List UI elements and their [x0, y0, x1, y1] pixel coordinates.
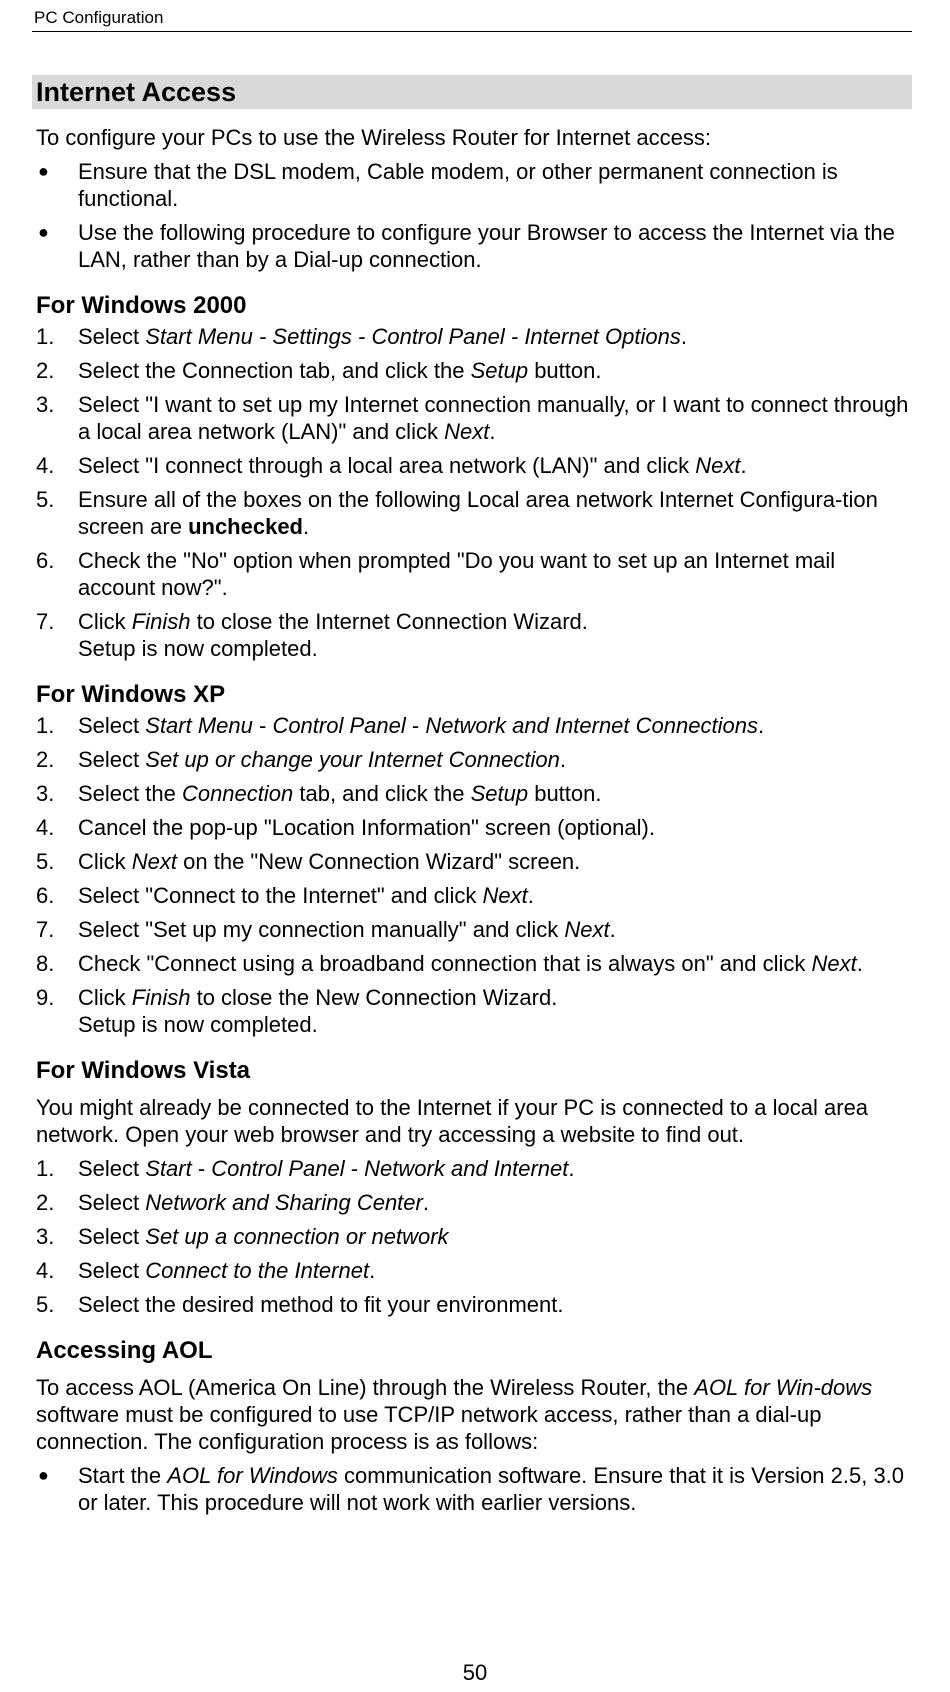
step-text: Select the Connection tab, and click the Setup button.: [78, 358, 602, 383]
emphasis-text: AOL for Win-dows: [694, 1375, 873, 1400]
bullet-item: [36, 219, 912, 273]
emphasis-text: Control Panel: [211, 1156, 345, 1181]
running-header: PC Configuration: [34, 8, 164, 27]
step-item: [36, 712, 912, 739]
emphasis-text: Finish: [131, 609, 191, 634]
step-text: Select "Set up my connection manually" and click Next.: [78, 917, 616, 942]
emphasis-text: Next: [444, 419, 490, 444]
step-number: 9.: [36, 985, 55, 1010]
bullet-icon: ●: [38, 1465, 49, 1485]
section-intro: To configure your PCs to use the Wireless Router for Internet access:: [36, 125, 711, 150]
step-number: 5.: [36, 849, 55, 874]
bullet-icon: ●: [38, 161, 49, 181]
emphasis-text: Set up or change your Internet Connection: [145, 747, 560, 772]
step-item: [36, 1257, 912, 1284]
emphasis-text: Next: [564, 917, 610, 942]
step-number: 4.: [36, 815, 55, 840]
step-text: Select Set up or change your Internet Connection.: [78, 747, 566, 772]
emphasis-text: Setup: [470, 781, 529, 806]
emphasis-text: Network and Internet: [364, 1156, 569, 1181]
step-number: 7.: [36, 917, 55, 942]
step-item: [36, 984, 912, 1038]
step-item: [36, 323, 912, 350]
emphasis-text: Next: [482, 883, 528, 908]
step-item: [36, 882, 912, 909]
header-rule: [32, 31, 912, 32]
step-item: [36, 746, 912, 773]
step-text: Select Start - Control Panel - Network and Internet.: [78, 1156, 575, 1181]
step-number: 2.: [36, 1190, 55, 1215]
step-item: [36, 391, 912, 445]
step-number: 4.: [36, 453, 55, 478]
step-text: Select Set up a connection or network: [78, 1224, 449, 1249]
winxp-steps: [36, 712, 912, 1038]
step-item: [36, 814, 912, 841]
bullet-item: [36, 158, 912, 212]
step-number: 3.: [36, 781, 55, 806]
step-item: [36, 1223, 912, 1250]
step-number: 3.: [36, 1224, 55, 1249]
step-number: 6.: [36, 548, 55, 573]
aol-bullets: [36, 1462, 912, 1516]
step-text: Select Network and Sharing Center.: [78, 1190, 429, 1215]
step-number: 2.: [36, 747, 55, 772]
emphasis-text: Next: [695, 453, 741, 478]
step-item: [36, 357, 912, 384]
emphasis-text: Connection: [181, 781, 294, 806]
page-number: 50: [462, 1660, 488, 1685]
vista-intro: You might already be connected to the Internet if your PC is connected to a local area network. Open your web browser and try accessing a website to find out.: [36, 1095, 869, 1147]
step-item: [36, 1291, 912, 1318]
step-item: [36, 608, 912, 662]
emphasis-text: Connect to the Internet: [145, 1258, 370, 1283]
step-text: Ensure all of the boxes on the following Local area network Internet Configura-tion screen are unchecked.: [78, 487, 878, 539]
bullet-text: Start the AOL for Windows communication software. Ensure that it is Version 2.5, 3.0 or later. This procedure will not work with earlier versions.: [78, 1463, 905, 1515]
emphasis-text: Start Menu: [145, 713, 253, 738]
aol-intro: To access AOL (America On Line) through the Wireless Router, the AOL for Win-dows software must be configured to use TCP/IP network access, rather than a dial-up connection. The configuration process is as follows:: [36, 1375, 873, 1454]
step-text: Select "I connect through a local area network (LAN)" and click Next.: [78, 453, 747, 478]
emphasis-text: Next: [811, 951, 857, 976]
step-text: Select "I want to set up my Internet connection manually, or I want to connect through a local area network (LAN)" and click Next.: [78, 392, 909, 444]
step-item: [36, 780, 912, 807]
section-bullets: [36, 158, 912, 273]
step-number: 1.: [36, 324, 55, 349]
step-item: [36, 1155, 912, 1182]
step-text: Cancel the pop-up "Location Information" screen (optional).: [78, 815, 655, 840]
step-number: 4.: [36, 1258, 55, 1283]
bullet-icon: ●: [38, 222, 49, 242]
emphasis-text: Control Panel: [272, 713, 406, 738]
bullet-text: Use the following procedure to configure your Browser to access the Internet via the LAN, rather than by a Dial-up connection.: [78, 220, 895, 272]
vista-steps: [36, 1155, 912, 1318]
step-item: [36, 452, 912, 479]
bold-text: unchecked: [188, 514, 303, 539]
emphasis-text: Network and Sharing Center: [145, 1190, 423, 1215]
winxp-heading: For Windows XP: [36, 681, 226, 708]
step-text: Check the "No" option when prompted "Do you want to set up an Internet mail account now?".: [78, 548, 836, 600]
emphasis-text: Start: [145, 1156, 192, 1181]
step-item: [36, 1189, 912, 1216]
step-number: 3.: [36, 392, 55, 417]
step-number: 7.: [36, 609, 55, 634]
step-item: [36, 547, 912, 601]
emphasis-text: Start Menu - Settings - Control Panel - Internet Options: [145, 324, 681, 349]
bullet-text: Ensure that the DSL modem, Cable modem, or other permanent connection is functional.: [78, 159, 838, 211]
emphasis-text: Next: [131, 849, 178, 874]
step-text: Click Finish to close the Internet Connection Wizard. Setup is now completed.: [78, 609, 588, 661]
step-text: Select the Connection tab, and click the Setup button.: [78, 781, 602, 806]
step-item: [36, 950, 912, 977]
step-number: 1.: [36, 1156, 55, 1181]
emphasis-text: Set up a connection or network: [145, 1224, 449, 1249]
emphasis-text: Network and Internet Connections: [425, 713, 758, 738]
step-number: 6.: [36, 883, 55, 908]
step-text: Select Connect to the Internet.: [78, 1258, 376, 1283]
step-item: [36, 486, 912, 540]
page-content: [36, 75, 912, 1516]
step-text: Select "Connect to the Internet" and click Next.: [78, 883, 534, 908]
aol-heading: Accessing AOL: [36, 1337, 213, 1364]
step-text: Select Start Menu - Settings - Control Panel - Internet Options.: [78, 324, 687, 349]
win2000-heading: For Windows 2000: [36, 292, 247, 319]
emphasis-text: Finish: [131, 985, 191, 1010]
bullet-item: [36, 1462, 912, 1516]
step-text: Click Finish to close the New Connection Wizard. Setup is now completed.: [78, 985, 558, 1037]
step-text: Check "Connect using a broadband connection that is always on" and click Next.: [78, 951, 863, 976]
step-number: 5.: [36, 487, 55, 512]
step-number: 5.: [36, 1292, 55, 1317]
step-number: 8.: [36, 951, 55, 976]
step-number: 2.: [36, 358, 55, 383]
emphasis-text: AOL for Windows: [167, 1463, 338, 1488]
vista-heading: For Windows Vista: [36, 1057, 251, 1084]
step-number: 1.: [36, 713, 55, 738]
section-title: Internet Access: [32, 75, 912, 109]
step-text: Select Start Menu - Control Panel - Network and Internet Connections.: [78, 713, 765, 738]
step-text: Select the desired method to fit your environment.: [78, 1292, 564, 1317]
emphasis-text: Setup: [470, 358, 529, 383]
win2000-steps: [36, 323, 912, 662]
step-item: [36, 848, 912, 875]
step-text: Click Next on the "New Connection Wizard" screen.: [78, 849, 581, 874]
step-item: [36, 916, 912, 943]
